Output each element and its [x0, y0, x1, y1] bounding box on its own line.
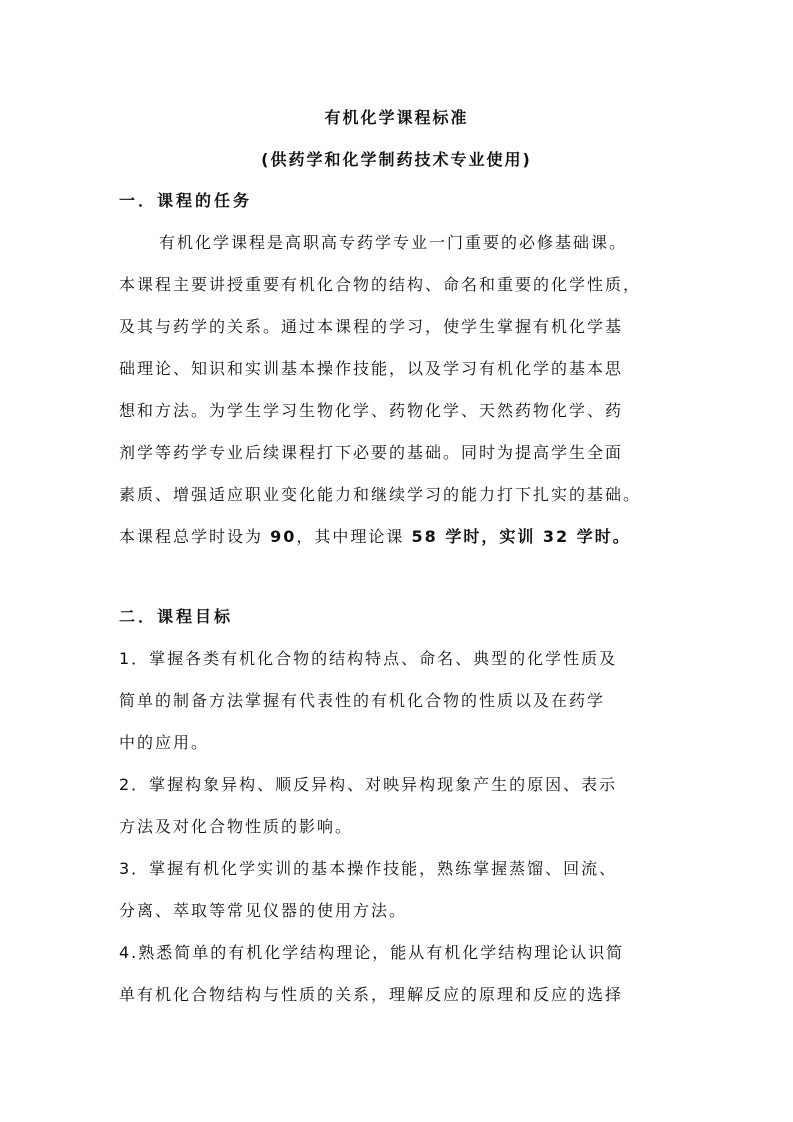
goal-line: 3．掌握有机化学实训的基本操作技能，熟练掌握蒸馏、回流、: [119, 859, 618, 878]
paragraph-line: 剂学等药学专业后续课程打下必要的基础。同时为提高学生全面: [119, 443, 624, 462]
document-subtitle: (供药学和化学制药技术专业使用): [261, 150, 532, 169]
section-heading-goals: 二．课程目标: [119, 607, 234, 626]
paragraph-line: 及其与药学的关系。通过本课程的学习，使学生掌握有机化学基: [119, 317, 624, 336]
goal-line: 单有机化合物结构与性质的关系，理解反应的原理和反应的选择: [119, 985, 624, 1004]
paragraph-line: 础理论、知识和实训基本操作技能，以及学习有机化学的基本思: [119, 359, 624, 378]
paragraph-line: 想和方法。为学生学习生物化学、药物化学、天然药物化学、药: [119, 401, 624, 420]
hours-prefix: 本课程总学时设为: [119, 527, 264, 546]
goal-line: 1．掌握各类有机化合物的结构特点、命名、典型的化学性质及: [119, 649, 618, 668]
goal-line: 中的应用。: [119, 733, 210, 752]
goal-line: 2．掌握构象异构、顺反异构、对映异构现象产生的原因、表示: [119, 775, 618, 794]
goal-line: 4.熟悉简单的有机化学结构理论，能从有机化学结构理论认识简: [119, 943, 625, 962]
paragraph-line-hours: [119, 525, 631, 549]
goal-line: 方法及对化合物性质的影响。: [119, 817, 354, 836]
hours-breakdown: 58 学时，实训 32 学时。: [411, 527, 631, 546]
total-hours: 90: [270, 527, 297, 546]
section-heading-task: 一．课程的任务: [119, 191, 253, 210]
paragraph-line: 有机化学课程是高职高专药学专业一门重要的必修基础课。: [159, 233, 628, 252]
paragraph-line: 素质、增强适应职业变化能力和继续学习的能力打下扎实的基础。: [119, 485, 642, 504]
hours-mid: ，其中理论课: [296, 527, 405, 546]
paragraph-line: 本课程主要讲授重要有机化合物的结构、命名和重要的化学性质，: [119, 275, 642, 294]
goal-line: 分离、萃取等常见仪器的使用方法。: [119, 901, 408, 920]
document-title: 有机化学课程标准: [324, 108, 469, 127]
goal-line: 简单的制备方法掌握有代表性的有机化合物的性质以及在药学: [119, 691, 606, 710]
